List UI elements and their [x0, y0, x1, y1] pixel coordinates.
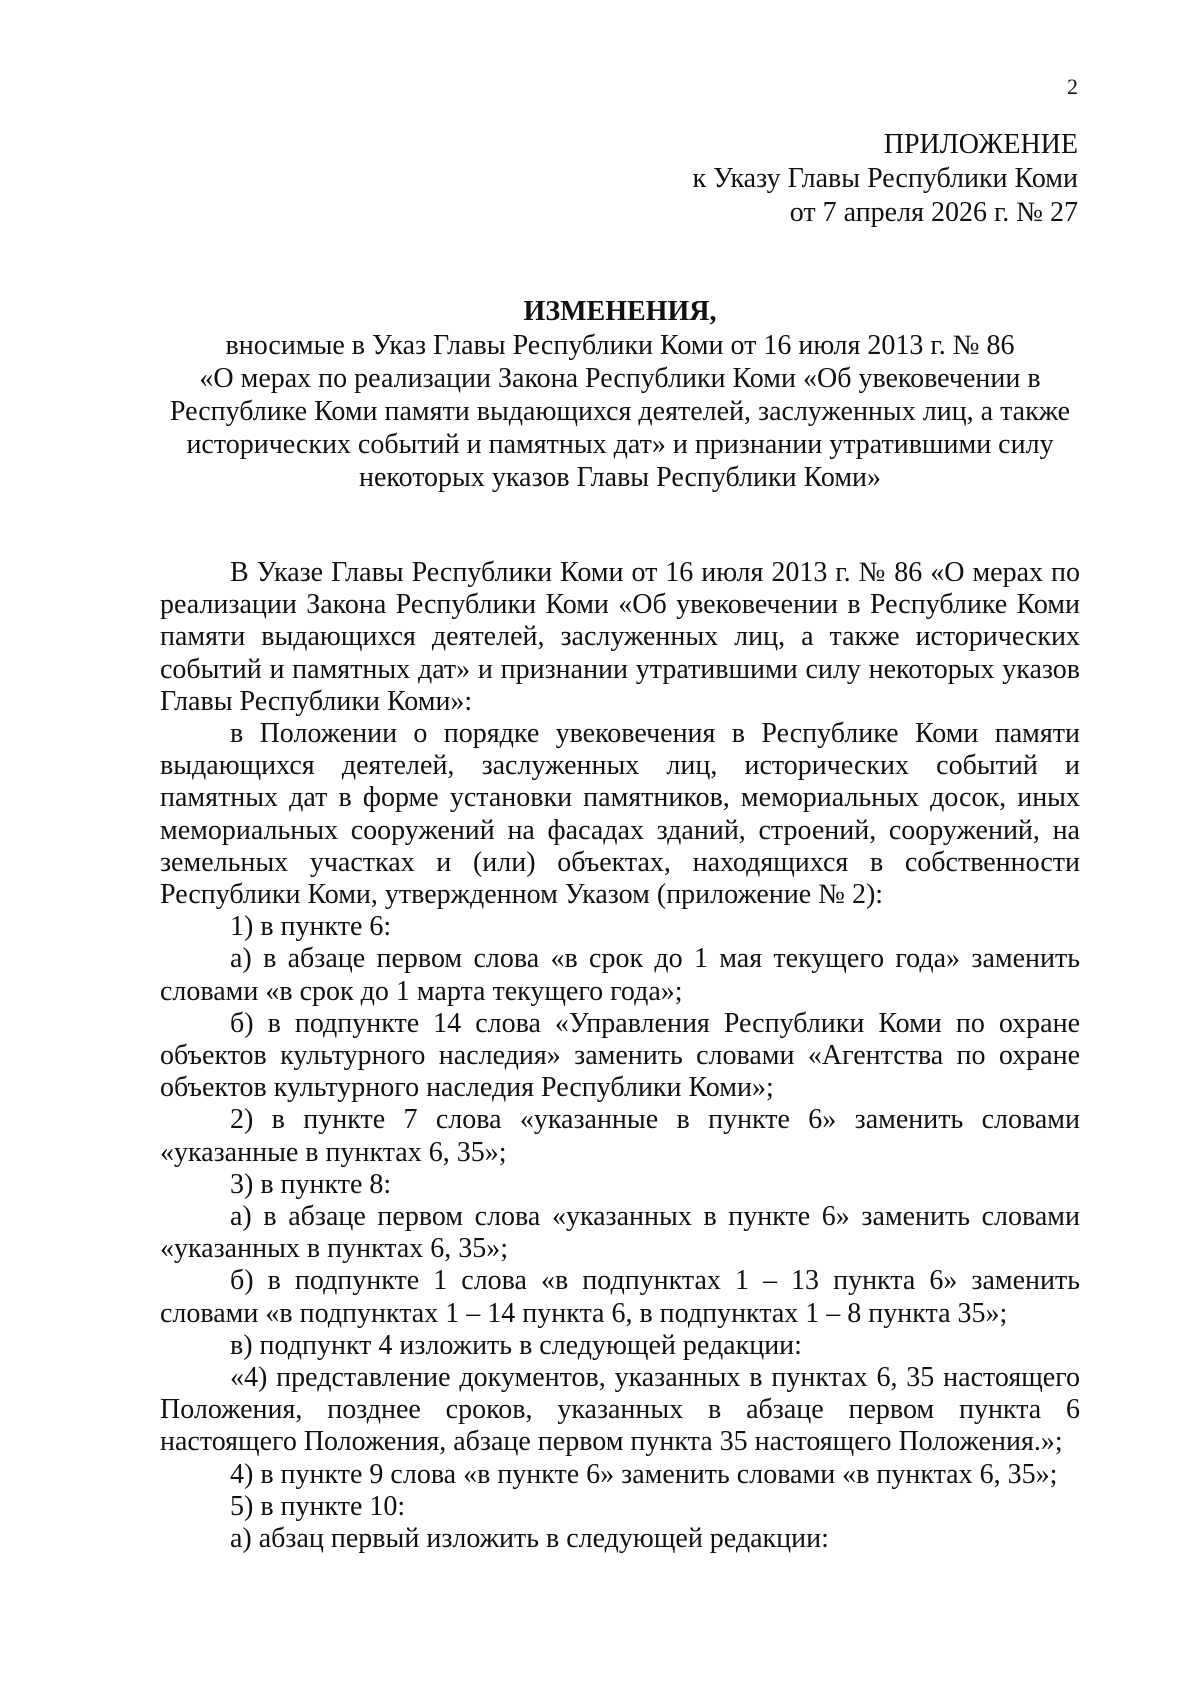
body-paragraph: в) подпункт 4 изложить в следующей редакции:	[230, 1329, 802, 1361]
subtitle-line: некоторых указов Главы Республики Коми»	[358, 462, 882, 493]
body-paragraph: 1) в пункте 6:	[230, 911, 392, 943]
page-number: 2	[1067, 74, 1078, 99]
body-paragraph: В Указе Главы Республики Коми от 16 июля 2013 г. № 86 «О мерах по реализации Закона Республики Коми «Об увековечении в Республике Коми памяти выдающихся деятелей, заслуженных лиц, а также исторических событий и памятных дат» и признании утратившими силу некоторых указов Главы Республики Коми»:	[160, 557, 1080, 717]
body-paragraph: 5) в пункте 10:	[230, 1490, 406, 1522]
appendix-block	[693, 128, 1078, 230]
subtitle-line: исторических событий и памятных дат» и признании утратившими силу	[186, 429, 1054, 460]
appendix-date: от 7 апреля 2026 г. № 27	[789, 197, 1078, 228]
document-subtitle	[120, 329, 1120, 494]
body-paragraph: 3) в пункте 8:	[230, 1168, 392, 1200]
appendix-decree-ref: к Указу Главы Республики Коми	[692, 163, 1078, 194]
body-paragraph: 2) в пункте 7 слова «указанные в пункте 6» заменить словами «указанные в пунктах 6, 35»;	[160, 1104, 1080, 1168]
body-paragraph: в Положении о порядке увековечения в Республике Коми памяти выдающихся деятелей, заслуженных лиц, исторических событий и памятных дат в форме установки памятников, мемориальных досок, иных мемориальных сооружений на фасадах зданий, строений, сооружений, на земельных участках и (или) объектах, находящихся в собственности Республики Коми, утвержденном Указом (приложение № 2):	[160, 718, 1080, 911]
body-paragraph: б) в подпункте 14 слова «Управления Республики Коми по охране объектов культурного наследия» заменить словами «Агентства по охране объектов культурного наследия Республики Коми»;	[160, 1007, 1080, 1104]
body-paragraph: б) в подпункте 1 слова «в подпунктах 1 – 13 пункта 6» заменить словами «в подпунктах 1 – 14 пункта 6, в подпунктах 1 – 8 пункта 35»;	[160, 1265, 1080, 1329]
body-paragraph: 4) в пункте 9 слова «в пункте 6» заменить словами «в пунктах 6, 35»;	[230, 1458, 1058, 1490]
appendix-heading: ПРИЛОЖЕНИЕ	[883, 129, 1078, 160]
subtitle-line: «О мерах по реализации Закона Республики Коми «Об увековечении в	[199, 363, 1041, 394]
subtitle-line: Республике Коми памяти выдающихся деятелей, заслуженных лиц, а также	[169, 396, 1071, 427]
body-paragraph: а) в абзаце первом слова «в срок до 1 мая текущего года» заменить словами «в срок до 1 марта текущего года»;	[160, 943, 1080, 1007]
subtitle-line: вносимые в Указ Главы Республики Коми от 16 июля 2013 г. № 86	[225, 330, 1015, 361]
body-paragraph: а) абзац первый изложить в следующей редакции:	[230, 1523, 829, 1555]
document-title: ИЗМЕНЕНИЯ,	[523, 296, 717, 327]
body-paragraph: «4) представление документов, указанных в пунктах 6, 35 настоящего Положения, позднее сроков, указанных в абзаце первом пункта 6 настоящего Положения, абзаце первом пункта 35 настоящего Положения.»;	[160, 1362, 1080, 1458]
body-paragraph: а) в абзаце первом слова «указанных в пункте 6» заменить словами «указанных в пунктах 6, 35»;	[160, 1201, 1080, 1265]
document-body	[160, 557, 1080, 1555]
